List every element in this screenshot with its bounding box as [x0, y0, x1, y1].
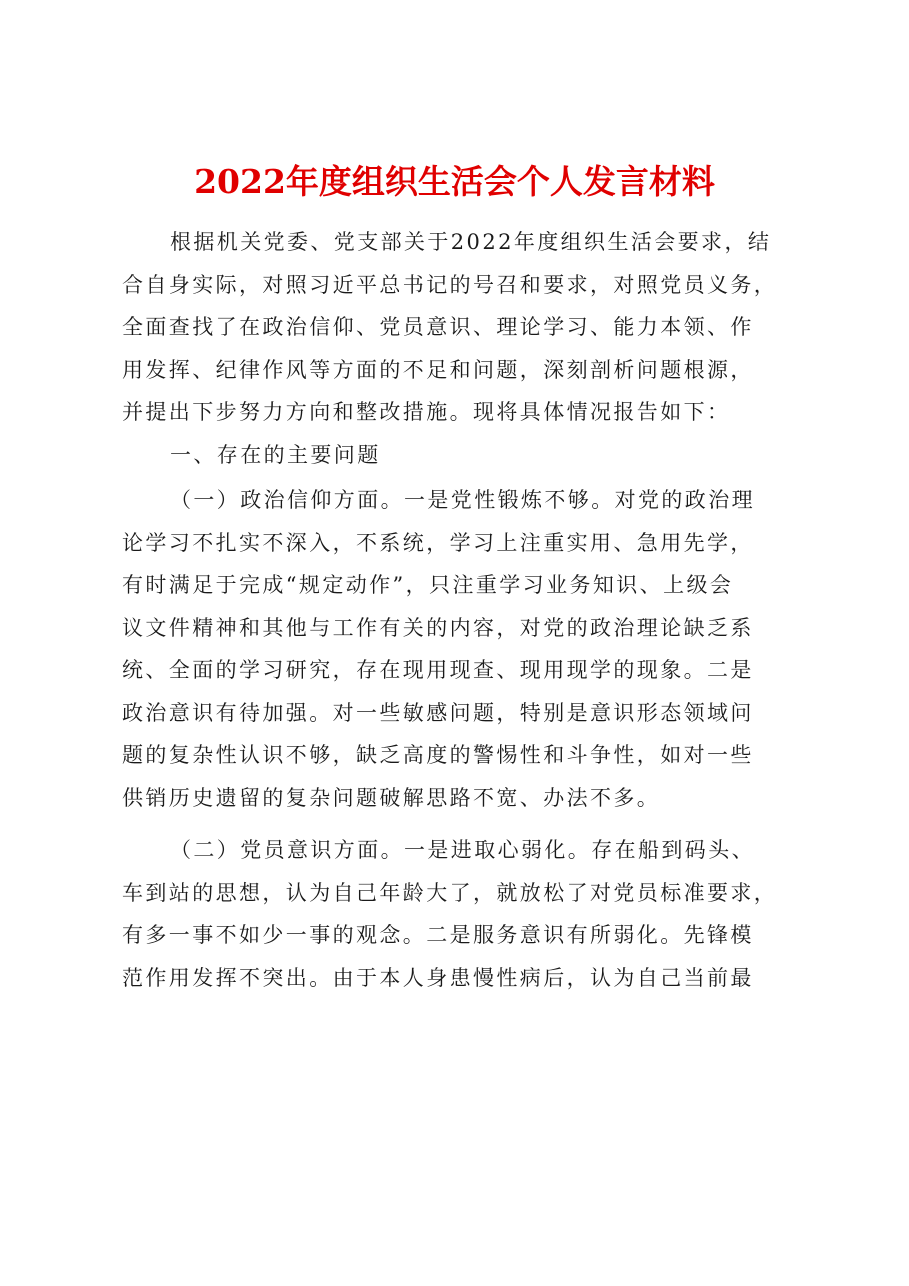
body-line: 论学习不扎实不深入，不系统，学习上注重实用、急用先学，: [122, 530, 754, 555]
body-line: 全面查找了在政治信仰、党员意识、理论学习、能力本领、作: [122, 315, 754, 339]
body-line: 车到站的思想，认为自己年龄大了，就放松了对党员标准要求，: [122, 880, 778, 905]
body-line: 供销历史遗留的复杂问题破解思路不宽、办法不多。: [122, 785, 661, 810]
body-line: 并提出下步努力方向和整改措施。现将具体情况报告如下：: [122, 400, 731, 424]
body-line: 题的复杂性认识不够，缺乏高度的警惕性和斗争性，如对一些: [122, 743, 754, 767]
body-line: 用发挥、纪律作风等方面的不足和问题，深刻剖析问题根源，: [122, 357, 754, 382]
section-heading: 一、存在的主要问题: [170, 442, 381, 467]
body-line: 合自身实际，对照习近平总书记的号召和要求，对照党员义务，: [122, 272, 778, 297]
document-title: 2022年度组织生活会个人发言材料: [194, 162, 715, 201]
body-line: 范作用发挥不突出。由于本人身患慢性病后，认为自己当前最: [122, 965, 754, 990]
body-line: 统、全面的学习研究，存在现用现查、现用现学的现象。二是: [122, 658, 754, 682]
body-line: 有多一事不如少一事的观念。二是服务意识有所弱化。先锋模: [122, 923, 754, 947]
body-line: （一）政治信仰方面。一是党性锻炼不够。对党的政治理: [170, 488, 755, 512]
body-line: 根据机关党委、党支部关于2022年度组织生活会要求，结: [170, 230, 772, 254]
body-line: （二）党员意识方面。一是进取心弱化。存在船到码头、: [170, 838, 755, 862]
body-line: 政治意识有待加强。对一些敏感问题，特别是意识形态领域问: [122, 700, 754, 725]
document-body: [122, 221, 798, 999]
body-line: 议文件精神和其他与工作有关的内容，对党的政治理论缺乏系: [122, 615, 754, 640]
body-line: 有时满足于完成“规定动作”，只注重学习业务知识、上级会: [122, 573, 734, 597]
